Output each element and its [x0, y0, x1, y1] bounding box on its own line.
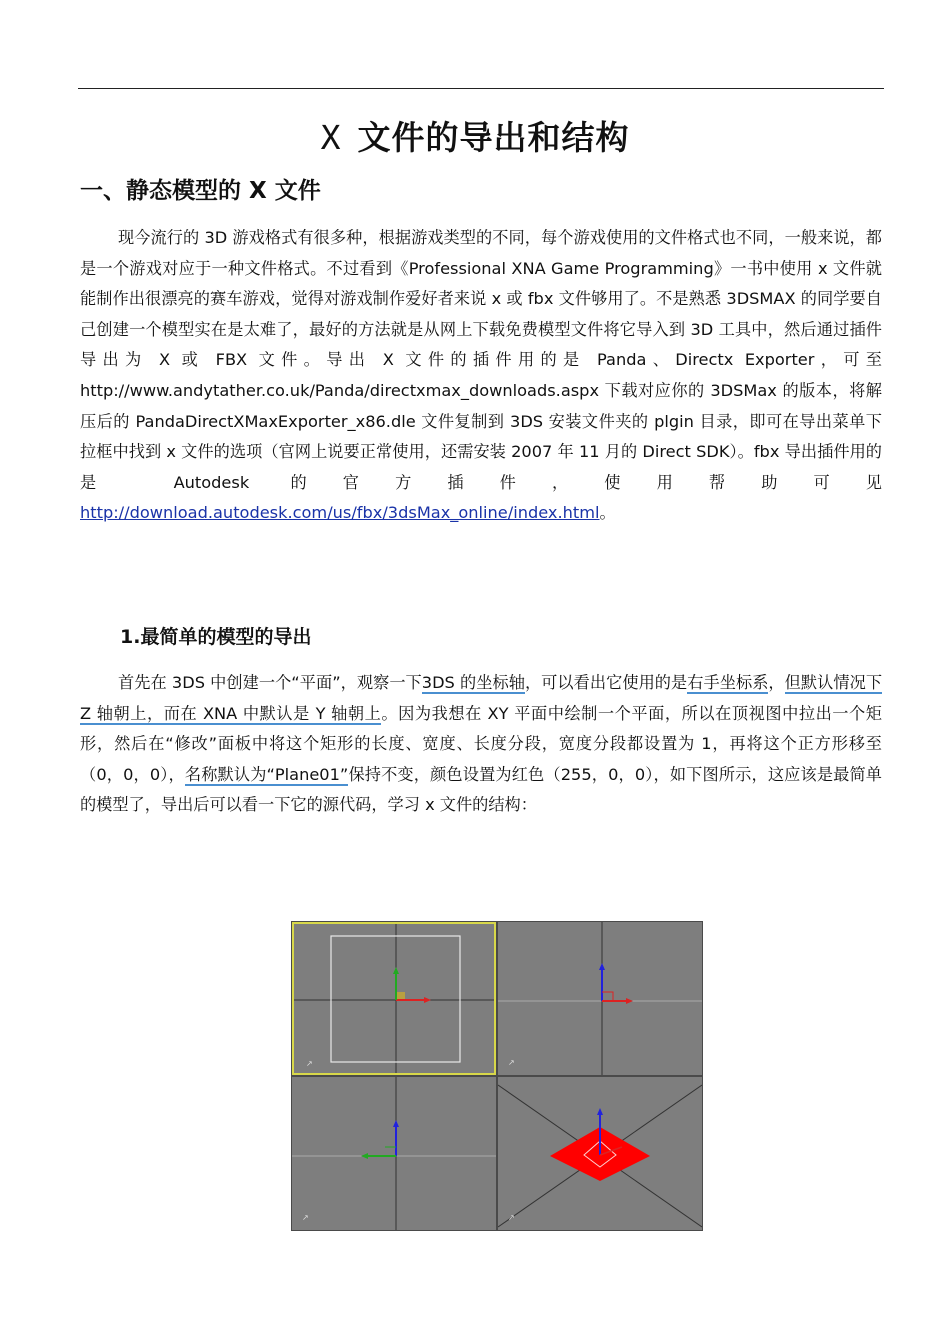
- intro-end: 。: [599, 503, 616, 523]
- paragraph-export: [80, 668, 882, 821]
- top-viewport-drawing: [294, 924, 494, 1073]
- perspective-viewport-drawing: [498, 1077, 702, 1230]
- front-viewport: [498, 922, 702, 1075]
- svg-text:↗: ↗: [508, 1058, 515, 1067]
- export-text-d: 。因为我想在 XY 平面中绘制一个平面，所以在顶视图中拉出一个矩形，然后在“修改”面板中将这个矩形的长度、宽度、长度分段，宽度分段都设置为 1，再将这个正方形移至（0，0，0），: [80, 703, 882, 784]
- intro-text: 现今流行的 3D 游戏格式有很多种，根据游戏类型的不同，每个游戏使用的文件格式也不同，一般来说，都是一个游戏对应于一种文件格式。不过看到《Professional XNA Game Programming》一书中使用 x 文件就能制作出很漂亮的赛车游戏，觉得对游戏制作爱好者来说 x 或 fbx 文件够用了。不是熟悉 3DSMAX 的同学要自己创建一个模型实在是太难了，最好的方法就是从网上下载免费模型文件将它导入到 3D 工具中，然后通过插件导出为 X 或 FBX 文件。导出 X 文件的插件用的是 Panda、Directx Exporter，可至 http://www.andytather.co.uk/Panda/directxmax_downloads.aspx 下载对应你的 3DSMax 的版本，将解压后的 PandaDirectXMaxExporter_x86.dle 文件复制到 3DS 安装文件夹的 plgin 目录，即可在导出菜单下拉框中找到 x 文件的选项（官网上说要正常使用，还需安装 2007 年 11 月的 Direct SDK）。fbx 导出插件用的是 Autodesk 的官方插件，使用帮助可见: [80, 228, 882, 492]
- front-viewport-drawing: [498, 922, 702, 1075]
- gizmo-square: [396, 992, 405, 1000]
- left-viewport: [292, 1077, 496, 1230]
- svg-text:↗: ↗: [306, 1059, 313, 1068]
- left-viewport-drawing: [292, 1077, 496, 1230]
- export-text-c: ，: [768, 673, 785, 692]
- header-rule: [78, 88, 884, 89]
- export-text-e: 保持不变，颜色设置为红色（255，0，0），如下图所示，这应该是最简单的模型了，导出后可以看一下它的源代码，学习 x 文件的结构：: [80, 764, 882, 815]
- annotation-right-hand: 右手坐标系: [687, 673, 769, 692]
- svg-text:↗: ↗: [508, 1213, 515, 1222]
- document-title: [0, 112, 950, 159]
- perspective-viewport: [498, 1077, 702, 1230]
- svg-text:↗: ↗: [302, 1213, 309, 1222]
- export-text-b: ，可以看出它使用的是: [524, 673, 688, 692]
- paragraph-intro: [80, 223, 882, 529]
- title-text: 文件的导出和结构: [357, 118, 630, 157]
- annotation-z-up: 但默认情况下 Z 轴朝上，而在 XNA 中默认是 Y 轴朝上: [80, 673, 883, 723]
- autodesk-help-link[interactable]: http://download.autodesk.com/us/fbx/3dsMax_online/index.html: [80, 503, 600, 523]
- subsection-heading: 1.最简单的模型的导出: [120, 626, 312, 648]
- 3dsmax-viewports-screenshot: [291, 921, 703, 1231]
- export-text-a: 首先在 3DS 中创建一个“平面”，观察一下: [118, 673, 422, 692]
- title-x: X: [320, 118, 342, 157]
- annotation-plane-name: 名称默认为“Plane01”: [184, 764, 349, 784]
- annotation-coordinate-axis: 3DS 的坐标轴: [421, 673, 525, 692]
- top-viewport: [292, 922, 496, 1075]
- section-heading: 一、静态模型的 X 文件: [80, 178, 321, 204]
